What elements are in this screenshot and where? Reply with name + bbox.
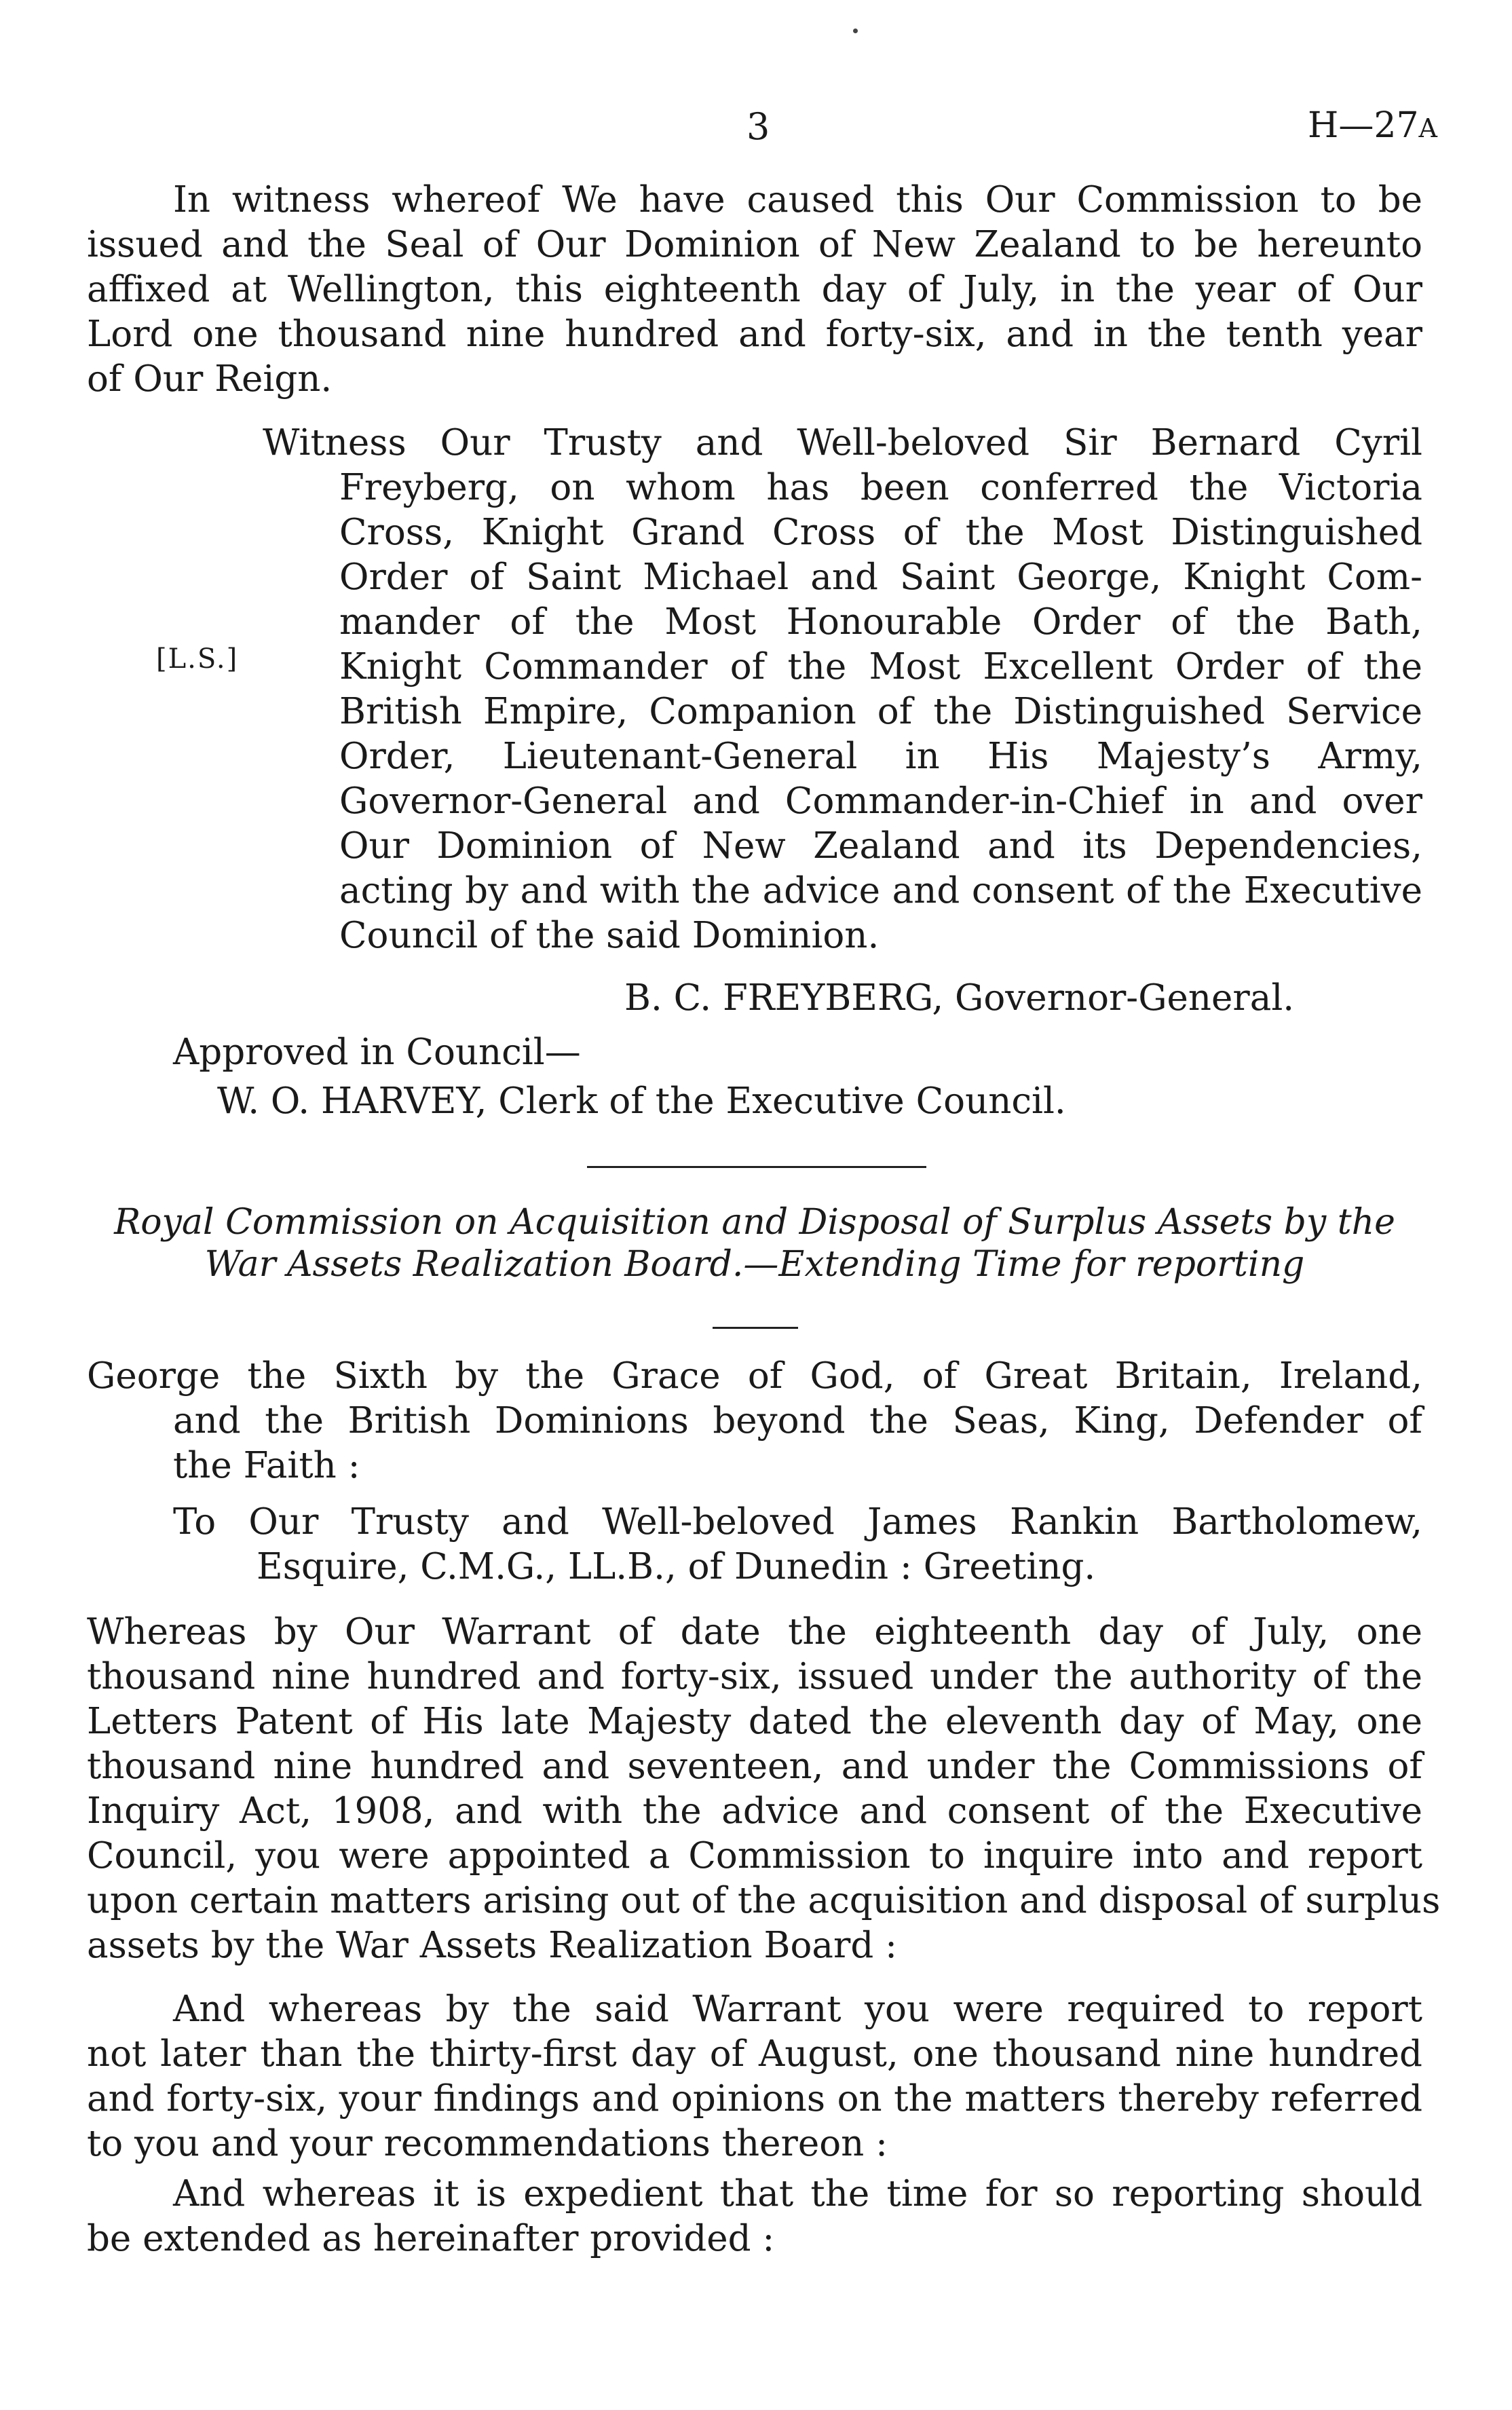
whereas-paragraph-3 xyxy=(87,2172,1422,2261)
page-number: 3 xyxy=(746,105,770,148)
text-line: And whereas by the said Warrant you were required to report xyxy=(173,1989,1422,2030)
doc-ref-main: H—27 xyxy=(1308,105,1419,146)
text-line: To Our Trusty and Well-beloved James Rankin Bartholomew, xyxy=(173,1501,1422,1543)
commission-heading xyxy=(87,1201,1422,1285)
whereas-paragraph-1 xyxy=(87,1610,1441,1968)
text-line: the Faith : xyxy=(173,1445,360,1486)
approved-in-council: Approved in Council— xyxy=(173,1032,581,1073)
clerk-signature: W. O. HARVEY, Clerk of the Executive Council. xyxy=(217,1080,1066,1122)
text-line: acting by and with the advice and consent of the Executive xyxy=(339,870,1422,911)
text-line: Lord one thousand nine hundred and forty-six, and in the tenth year xyxy=(87,314,1422,355)
scan-speck xyxy=(853,29,858,33)
governor-signature: B. C. FREYBERG, Governor-General. xyxy=(624,977,1295,1019)
text-line: affixed at Wellington, this eighteenth day of July, in the year of Our xyxy=(87,269,1422,310)
preamble-paragraph xyxy=(87,1354,1422,1488)
text-line: and the British Dominions beyond the Seas, King, Defender of xyxy=(173,1400,1422,1442)
doc-ref-suffix: A xyxy=(1418,113,1437,143)
text-line: Order of Saint Michael and Saint George, Knight Com- xyxy=(339,557,1422,598)
text-line: be extended as hereinafter provided : xyxy=(87,2218,775,2259)
document-reference xyxy=(1308,105,1437,146)
text-line: Cross, Knight Grand Cross of the Most Distinguished xyxy=(339,512,1422,553)
text-line: In witness whereof We have caused this Our Commission to be xyxy=(173,179,1422,221)
text-line: thousand nine hundred and seventeen, and under the Commissions of xyxy=(87,1746,1422,1787)
text-line: to you and your recommendations thereon : xyxy=(87,2123,888,2164)
heading-line: War Assets Realization Board.—Extending Time for reporting xyxy=(204,1244,1305,1285)
text-line: Our Dominion of New Zealand and its Dependencies, xyxy=(339,825,1422,867)
text-line: assets by the War Assets Realization Board : xyxy=(87,1925,897,1966)
section-divider xyxy=(587,1166,926,1168)
text-line: thousand nine hundred and forty-six, issued under the authority of the xyxy=(87,1656,1422,1697)
text-line: of Our Reign. xyxy=(87,358,333,400)
text-line: British Empire, Companion of the Distinguished Service xyxy=(339,691,1422,732)
text-line: upon certain matters arising out of the acquisition and disposal of surplus xyxy=(87,1880,1441,1921)
text-line: Knight Commander of the Most Excellent Order of the xyxy=(339,646,1422,688)
text-line: And whereas it is expedient that the time for so reporting should xyxy=(173,2173,1422,2215)
text-line: Whereas by Our Warrant of date the eighteenth day of July, one xyxy=(87,1611,1422,1653)
text-line: George the Sixth by the Grace of God, of Great Britain, Ireland, xyxy=(87,1355,1422,1397)
text-line: not later than the thirty-first day of August, one thousand nine hundred xyxy=(87,2033,1422,2075)
whereas-paragraph-2 xyxy=(87,1987,1422,2166)
text-line: Witness Our Trusty and Well-beloved Sir Bernard Cyril xyxy=(263,422,1422,464)
text-line: issued and the Seal of Our Dominion of New Zealand to be hereunto xyxy=(87,224,1422,265)
heading-rule xyxy=(713,1327,798,1329)
text-line: Order, Lieutenant-General in His Majesty’s Army, xyxy=(339,736,1422,777)
witness-paragraph xyxy=(87,178,1422,402)
text-line: Esquire, C.M.G., LL.B., of Dunedin : Greeting. xyxy=(257,1546,1096,1587)
text-line: Council of the said Dominion. xyxy=(339,915,880,956)
governor-witness-block xyxy=(263,421,1422,958)
text-line: Council, you were appointed a Commission to inquire into and report xyxy=(87,1835,1422,1877)
seal-label: [L.S.] xyxy=(156,643,239,675)
text-line: Letters Patent of His late Majesty dated the eleventh day of May, one xyxy=(87,1701,1422,1742)
heading-line: Royal Commission on Acquisition and Disposal of Surplus Assets by the xyxy=(114,1202,1395,1243)
text-line: Freyberg, on whom has been conferred the Victoria xyxy=(339,467,1422,508)
text-line: mander of the Most Honourable Order of the Bath, xyxy=(339,601,1422,643)
text-line: Inquiry Act, 1908, and with the advice and consent of the Executive xyxy=(87,1790,1422,1832)
text-line: and forty-six, your findings and opinions on the matters thereby referred xyxy=(87,2078,1422,2120)
address-paragraph xyxy=(87,1500,1422,1589)
text-line: Governor-General and Commander-in-Chief in and over xyxy=(339,780,1422,822)
